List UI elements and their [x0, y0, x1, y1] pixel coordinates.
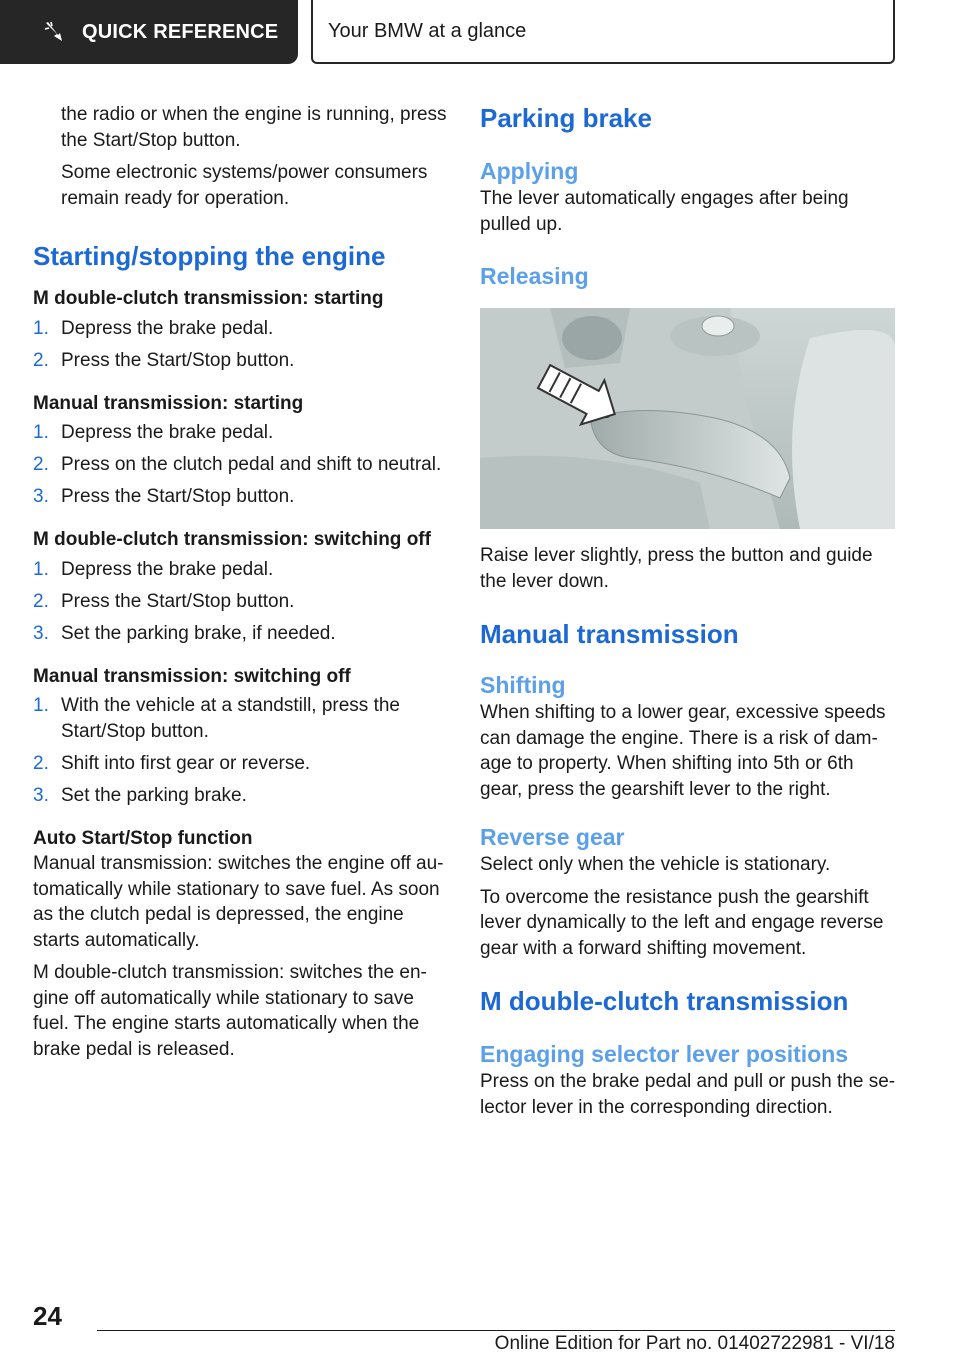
section-tab-label: QUICK REFERENCE	[82, 20, 279, 43]
step-number: 2.	[33, 454, 49, 475]
list-item	[33, 452, 451, 478]
steps-manual-switching-off	[33, 693, 451, 808]
engaging-paragraph: Press on the brake pedal and pull or push the se-lector lever in the corresponding direction.	[480, 1071, 896, 1118]
subheading-auto-start-stop: Auto Start/Stop function	[33, 827, 253, 849]
step-text: Press on the clutch pedal and shift to neutral.	[61, 454, 442, 475]
right-column	[480, 102, 900, 1120]
step-number: 3.	[33, 784, 49, 806]
auto-paragraph-m: M double-clutch transmission: switches the en-gine off automatically while stationary to save fuel. The engine starts automatically when the brake pedal is released.	[33, 962, 427, 1060]
step-number: 1.	[33, 558, 49, 580]
section-title-starting-stopping: Starting/stopping the engine	[33, 241, 386, 271]
subheading-m-starting: M double-clutch transmission: starting	[33, 288, 384, 309]
step-number: 2.	[33, 590, 49, 612]
releasing-caption: Raise lever slightly, press the button and guide the lever down.	[480, 545, 873, 592]
step-text: Press the Start/Stop button.	[61, 590, 295, 612]
subheading-m-switching-off: M double-clutch transmission: switching off	[33, 529, 431, 550]
quick-reference-icon	[42, 19, 68, 45]
list-item	[33, 693, 451, 744]
page-number: 24	[33, 1301, 62, 1331]
reverse-paragraph-1: Select only when the vehicle is stationary.	[480, 854, 831, 875]
step-number: 3.	[33, 486, 49, 507]
auto-paragraph-manual: Manual transmission: switches the engine off au-tomatically while stationary to save fuel. As soon as the clutch pedal is depressed, the engine starts automatically.	[33, 853, 444, 951]
list-item	[33, 316, 451, 342]
subheading-engaging-selector: Engaging selector lever positions	[480, 1041, 849, 1067]
step-number: 1.	[33, 422, 49, 443]
step-number: 2.	[33, 752, 49, 774]
shifting-paragraph: When shifting to a lower gear, excessive speeds can damage the engine. There is a risk of dam-age to property. When shifting into 5th or 6th gear, press the gearshift lever to the right.	[480, 702, 886, 800]
step-text: Depress the brake pedal.	[61, 317, 274, 339]
steps-manual-starting	[33, 420, 451, 510]
intro-paragraph: the radio or when the engine is running, press the Start/Stop button.	[61, 104, 447, 151]
step-number: 2.	[33, 349, 49, 371]
steps-m-switching-off	[33, 557, 451, 647]
parking-brake-image	[480, 308, 895, 529]
step-number: 1.	[33, 695, 49, 716]
step-text: Press the Start/Stop button.	[61, 349, 295, 371]
list-item	[33, 589, 451, 615]
list-item	[33, 621, 451, 647]
subheading-releasing: Releasing	[480, 263, 589, 289]
edition-note: Online Edition for Part no. 01402722981 - VI/18	[494, 1333, 895, 1354]
list-item	[33, 348, 451, 374]
chapter-header	[311, 0, 895, 64]
step-number: 1.	[33, 317, 49, 339]
steps-m-starting	[33, 316, 451, 374]
section-title-m-double-clutch: M double-clutch transmission	[480, 986, 849, 1016]
subheading-manual-starting: Manual transmission: starting	[33, 392, 304, 414]
subheading-reverse-gear: Reverse gear	[480, 824, 625, 850]
applying-paragraph: The lever automatically engages after being pulled up.	[480, 188, 849, 235]
list-item	[33, 557, 451, 583]
list-item	[33, 484, 451, 510]
section-title-parking-brake: Parking brake	[480, 103, 652, 133]
chapter-title: Your BMW at a glance	[328, 19, 527, 42]
step-number: 3.	[33, 622, 49, 644]
reverse-paragraph-2: To overcome the resistance push the gearshift lever dynamically to the left and engage reverse gear with a forward shifting movement.	[480, 886, 884, 959]
subheading-shifting: Shifting	[480, 672, 566, 698]
step-text: Press the Start/Stop button.	[61, 486, 295, 507]
step-text: Set the parking brake, if needed.	[61, 622, 336, 644]
section-tab[interactable]	[0, 0, 298, 64]
section-title-manual-transmission: Manual transmission	[480, 619, 739, 649]
step-text: Shift into first gear or reverse.	[61, 752, 311, 774]
intro-paragraph-2: Some electronic systems/power consumers remain ready for operation.	[61, 162, 428, 209]
step-text: Depress the brake pedal.	[61, 558, 274, 580]
list-item	[33, 751, 451, 777]
list-item	[33, 783, 451, 809]
left-column	[33, 102, 451, 1062]
list-item	[33, 420, 451, 446]
step-text: Depress the brake pedal.	[61, 422, 274, 443]
step-text: With the vehicle at a standstill, press the Start/Stop button.	[61, 695, 400, 742]
subheading-manual-switching-off: Manual transmission: switching off	[33, 665, 351, 687]
step-text: Set the parking brake.	[61, 784, 247, 806]
subheading-applying: Applying	[480, 158, 579, 184]
footer-divider	[97, 1330, 895, 1331]
